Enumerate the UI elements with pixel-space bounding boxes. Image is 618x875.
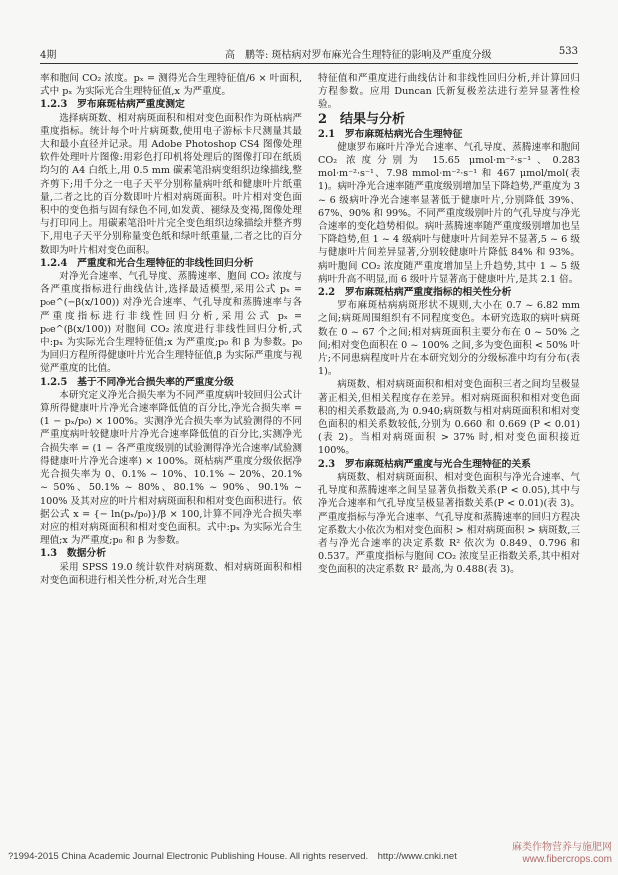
- watermark-line-1: 麻类作物营养与施肥网: [512, 842, 612, 853]
- paragraph: 选择病斑数、相对病斑面积和相对变色面积作为斑枯病严重度指标。统计每个叶片病斑数,使用电子游标卡尺测量其最大和最小直径并记录。用 Adobe Photoshop CS4 图像处理软件处理叶片图像:用彩色打印机将处理后的图像打印在纸质均匀的 A4 白纸上,用 0.5 mm 碳素笔沿病变组织边缘描线,整齐剪下;用千分之一电子天平分别称量病叶纸和健康叶片纸重量,二者之比的百分数即叶片相对病斑面积。叶片相对变色面积中的变色指与固有绿色不同,如发黄、褪绿及变褐,图像处理与打印同上。用碳素笔沿叶片完全变色组织边缘描绘并整齐剪下,用电子天平分别称量变色纸和绿叶纸重量,二者之比的百分数即为叶片相对变色面积。: [40, 112, 302, 256]
- page-number: 533: [558, 46, 578, 57]
- section-heading: 2.2 罗布麻斑枯病严重度指标的相关性分析: [318, 287, 512, 299]
- section-heading: 1.2.5 基于不同净光合损失率的严重度分级: [40, 376, 234, 388]
- site-watermark: [512, 842, 612, 866]
- left-column: [40, 72, 302, 587]
- copyright-footer: ?1994-2015 China Academic Journal Electronic Publishing House. All rights reserved. http://www.cnki.net: [8, 851, 457, 862]
- running-title: 高 鹏等: 斑枯病对罗布麻光合生理特征的影响及严重度分级: [225, 50, 492, 61]
- running-header: [40, 46, 578, 62]
- header-rule: [40, 63, 578, 64]
- section-heading: 1.3 数据分析: [40, 548, 107, 560]
- paragraph: 率和胞间 CO₂ 浓度。pₓ = 测得光合生理特征值/6 × 叶面积,式中 pₓ 为实际光合生理特征值,x 为严重度。: [40, 73, 302, 98]
- paragraph: 罗布麻斑枯病病斑形状不规则,大小在 0.7 ~ 6.82 mm 之间;病斑周围组织有不同程度变色。本研究选取的病叶病斑数在 0 ~ 67 个之间;相对病斑面积主要分布在 0 ~ 50% 之间;相对变色面积在 0 ~ 100% 之间,多为变色面积 < 50% 叶片;不同患病程度叶片在本研究划分的分级标准中均有分布(表 1)。: [318, 300, 580, 378]
- paragraph: 病斑数、相对病斑面积和相对变色面积三者之间均呈极显著正相关,但相关程度存在差异。相对病斑面积和相对变色面积的相关系数最高,为 0.940;病斑数与相对病斑面积和相对变色面积的相关系数较低,分别为 0.660 和 0.669 (P < 0.01)(表 2)。当相对病斑面积 > 37% 时,相对变色面积接近 100%。: [318, 379, 580, 457]
- paragraph: 健康罗布麻叶片净光合速率、气孔导度、蒸腾速率和胞间 CO₂ 浓度分别为 15.65 μmol·m⁻²·s⁻¹、0.283 mol·m⁻²·s⁻¹、7.98 mmol·m⁻²·s⁻¹ 和 467 μmol/mol(表 1)。病叶净光合速率随严重度级别增加呈下降趋势,严重度为 3 ~ 6 级病叶净光合速率显著低于健康叶片,分别降低 39%、67%、90% 和 99%。不同严重度级别叶片的气孔导度与净光合速率的变化趋势相似。病叶蒸腾速率随严重度级别增加也呈下降趋势,但 1 ~ 4 级病叶与健康叶片间差异不显著,5 ~ 6 级与健康叶片间差异显著,分别较健康叶片降低 84% 和 93%。病叶胞间 CO₂ 浓度随严重度增加呈上升趋势,其中 1 ~ 5 级病叶升高不明显,而 6 级叶片显著高于健康叶片,是其 2.1 倍。: [318, 141, 580, 285]
- paragraph: 对净光合速率、气孔导度、蒸腾速率、胞间 CO₂ 浓度与各严重度指标进行曲线估计,选择最适模型,采用公式 pₓ = p₀e^(−β(x/100)) 对净光合速率、气孔导度和蒸腾速率与各严重度指标进行非线性回归分析,采用公式 pₓ = p₀e^(β(x/100)) 对胞间 CO₂ 浓度进行非线性回归分析,式中:pₓ 为实际光合生理特征值;x 为严重度;p₀ 和 β 为参数。p₀ 为回归方程所得健康叶片光合生理特征值,β 为实际严重度与视觉严重度的比值。: [40, 271, 302, 375]
- paragraph: 特征值和严重度进行曲线估计和非线性回归分析,并计算回归方程参数。应用 Duncan 氏新复极差法进行差异显著性检验。: [318, 73, 580, 111]
- issue-label: 4期: [40, 50, 57, 61]
- section-heading: 2.3 罗布麻斑枯病严重度与光合生理特征的关系: [318, 458, 531, 470]
- section-heading: 2.1 罗布麻斑枯病光合生理特征: [318, 128, 463, 140]
- paragraph: 本研究定义净光合损失率为不同严重度病叶较回归公式计算所得健康叶片净光合速率降低值的百分比,净光合损失率 = (1 − pₓ/p₀) × 100%。实测净光合损失率为试验测得的不同严重度病叶较健康叶片净光合速率降低值的百分比,实测净光合损失率 = (1 − 各严重度级别的试验测得净光合速率/试验测得健康叶片净光合速率) × 100%。斑枯病严重度分级依据净光合损失率为 0、0.1% ~ 10%、10.1% ~ 20%、20.1% ~ 50%、50.1% ~ 80%、80.1% ~ 90%、90.1% ~ 100% 及其对应的叶片相对病斑面积和相对变色面积进行。依据公式 x = {− ln(pₓ/p₀)}/β × 100,计算不同净光合损失率对应的相对病斑面积和相对变色面积。式中:pₓ 为实际光合生理值;x 为严重度;p₀ 和 β 为参数。: [40, 389, 303, 547]
- watermark-line-2: www.fibercrops.com: [522, 854, 612, 865]
- paragraph: 病斑数、相对病斑面积、相对变色面积与净光合速率、气孔导度和蒸腾速率之间呈显著负指数关系(P < 0.05),其中与净光合速率和气孔导度呈极显著指数关系(P < 0.01)(表 3)。严重度指标与净光合速率、气孔导度和蒸腾速率的回归方程决定系数大小依次为相对变色面积 > 相对病斑面积 > 病斑数,三者与净光合速率的决定系数 R² 依次为 0.849、0.796 和 0.537。严重度指标与胞间 CO₂ 浓度呈正指数关系,其中相对变色面积的决定系数 R² 最高,为 0.488(表 3)。: [318, 471, 580, 576]
- section-heading: 2 结果与分析: [318, 111, 406, 127]
- section-heading: 1.2.3 罗布麻斑枯病严重度测定: [40, 99, 185, 111]
- paragraph: 采用 SPSS 19.0 统计软件对病斑数、相对病斑面积和相对变色面积进行相关性分析,对光合生理: [40, 561, 302, 586]
- right-column: [318, 72, 580, 577]
- section-heading: 1.2.4 严重度和光合生理特征的非线性回归分析: [40, 257, 254, 269]
